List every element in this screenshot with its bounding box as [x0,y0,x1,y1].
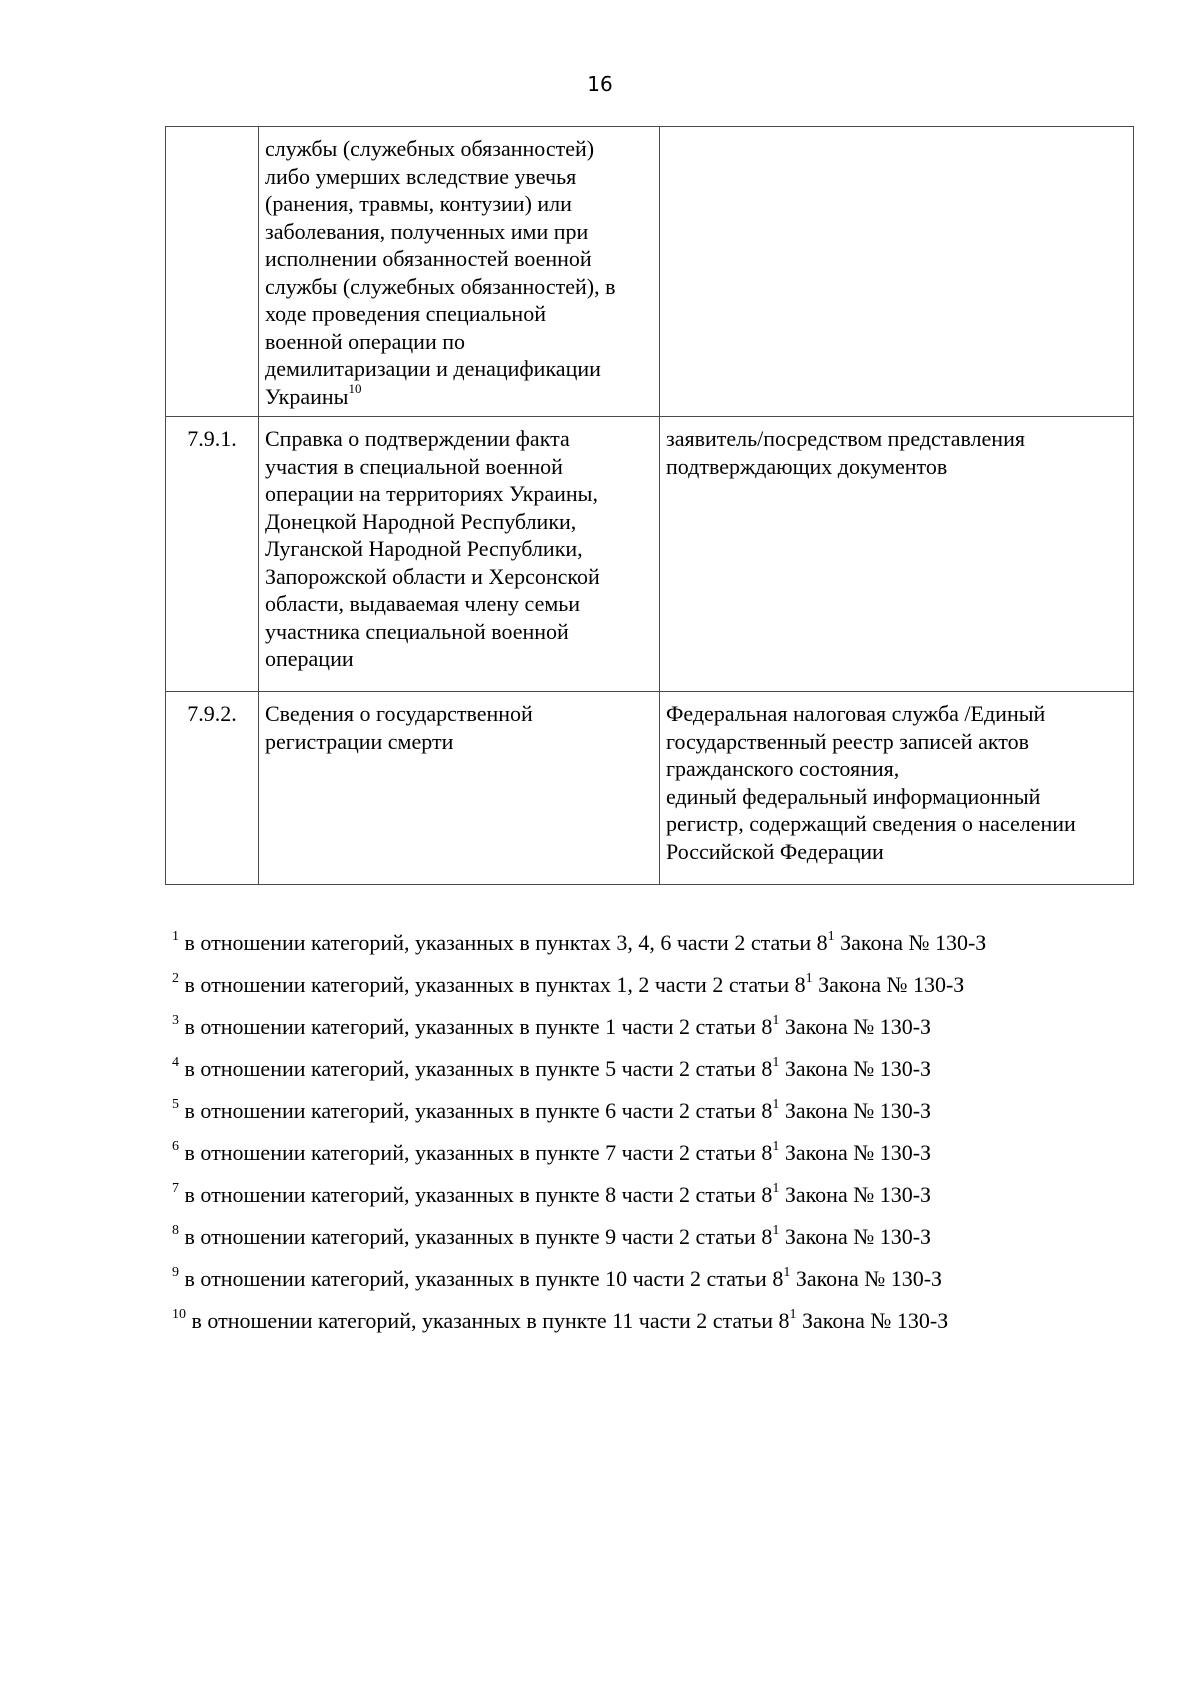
source-cell [660,127,1134,417]
document-text-line: службы (служебных обязанностей), в [265,273,616,299]
document-text-line: (ранения, травмы, контузии) или [265,191,572,216]
footnote-text: в отношении категорий, указанных в пункте 1 части 2 статьи 8 [184,1014,773,1039]
article-superscript: 1 [827,928,835,944]
footnote-text: в отношении категорий, указанных в пункте 10 части 2 статьи 8 [184,1266,784,1291]
document-text-line: либо умерших вследствие увечья [265,163,577,189]
footnote-text: в отношении категорий, указанных в пункте 9 части 2 статьи 8 [184,1224,773,1249]
footnote-text: в отношении категорий, указанных в пункте 5 части 2 статьи 8 [184,1056,773,1081]
footnote-law: Закона № 130-З [796,1308,949,1333]
footnote-law: Закона № 130-З [779,1098,932,1123]
footnote-mark: 9 [172,1264,179,1280]
document-text-last: Украины [265,383,349,409]
document-text-line: службы (служебных обязанностей) [265,136,595,161]
source-text-line: гражданского состояния, [666,756,900,781]
footnotes [172,922,1132,1342]
source-text-line: подтверждающих документов [666,453,948,479]
footnote [172,1174,1132,1216]
documents-table [165,126,1134,885]
article-superscript: 1 [805,970,813,986]
footnote-law: Закона № 130-З [779,1056,932,1081]
footnote [172,1132,1132,1174]
document-text-line: военной операции по [265,328,465,354]
footnote-text: в отношении категорий, указанных в пунктах 3, 4, 6 части 2 статьи 8 [184,930,828,955]
footnote-law: Закона № 130-З [834,930,987,955]
footnote-mark: 5 [172,1096,179,1112]
article-superscript: 1 [772,1096,780,1112]
document-text-line: области, выдаваемая члену семьи [265,591,581,616]
article-superscript: 1 [772,1054,780,1070]
document-text-line: операции на территориях Украины, [265,481,598,506]
footnote-mark: 10 [172,1306,186,1322]
row-number-cell [166,127,259,417]
footnote-law: Закона № 130-З [779,1224,932,1249]
source-text-line: единый федеральный информационный [666,783,1041,809]
footnote-text: в отношении категорий, указанных в пункте 7 части 2 статьи 8 [184,1140,773,1165]
footnote-reference: 10 [348,381,362,397]
source-cell [660,417,1134,692]
article-superscript: 1 [783,1264,791,1280]
row-number-cell: 7.9.2. [166,692,259,885]
footnote [172,1090,1132,1132]
document-text-line: ходе проведения специальной [265,301,546,326]
document-cell [259,127,660,417]
footnote-mark: 7 [172,1180,179,1196]
footnote [172,1216,1132,1258]
document-text-line: Донецкой Народной Республики, [265,508,577,534]
footnote [172,1300,1132,1342]
article-superscript: 1 [772,1012,780,1028]
footnote [172,1048,1132,1090]
document-text-line: демилитаризации и денацификации [265,356,601,381]
document-cell [259,692,660,885]
footnote-mark: 4 [172,1054,179,1070]
document-text-line: Сведения о государственной [265,701,533,726]
source-text-line: заявитель/посредством представления [666,426,1025,451]
footnote-mark: 3 [172,1012,179,1028]
document-text-line: Справка о подтверждении факта [265,426,570,451]
document-text-line: Запорожской области и Херсонской [265,563,600,589]
footnote-law: Закона № 130-З [812,972,965,997]
article-superscript: 1 [772,1222,780,1238]
document-text-line: участия в специальной военной [265,453,563,479]
footnote [172,922,1132,964]
footnote-text: в отношении категорий, указанных в пункте 11 части 2 статьи 8 [191,1308,790,1333]
document-text-line: Луганской Народной Республики, [265,536,583,561]
document-text-line [265,383,653,411]
footnote-law: Закона № 130-З [779,1014,932,1039]
footnote [172,1258,1132,1300]
source-text-line: Федеральная налоговая служба /Единый [666,701,1046,726]
article-superscript: 1 [789,1306,797,1322]
source-cell [660,692,1134,885]
footnote-text: в отношении категорий, указанных в пунктах 1, 2 части 2 статьи 8 [184,972,806,997]
footnote [172,1006,1132,1048]
row-number-cell: 7.9.1. [166,417,259,692]
document-text-line: участника специальной военной [265,618,569,644]
source-text-line: регистр, содержащий сведения о населении [666,811,1076,836]
article-superscript: 1 [772,1138,780,1154]
footnote-mark: 1 [172,928,179,944]
footnote-text: в отношении категорий, указанных в пункте 6 части 2 статьи 8 [184,1098,773,1123]
footnote-text: в отношении категорий, указанных в пункте 8 части 2 статьи 8 [184,1182,773,1207]
footnote [172,964,1132,1006]
table-row [166,127,1134,417]
documents-table-body [166,127,1134,885]
document-cell [259,417,660,692]
footnote-law: Закона № 130-З [790,1266,943,1291]
page-number: 16 [587,72,613,96]
footnote-law: Закона № 130-З [779,1140,932,1165]
footnote-mark: 6 [172,1138,179,1154]
document-text-line: регистрации смерти [265,728,454,754]
article-superscript: 1 [772,1180,780,1196]
footnote-law: Закона № 130-З [779,1182,932,1207]
source-text-line: Российской Федерации [666,838,884,864]
table-row [166,692,1134,885]
document-text-line: операции [265,646,354,671]
table-row [166,417,1134,692]
source-text-line: государственный реестр записей актов [666,728,1029,754]
document-text-line: заболевания, полученных ими при [265,218,589,244]
footnote-mark: 8 [172,1222,179,1238]
document-text-line: исполнении обязанностей военной [265,246,592,271]
footnote-mark: 2 [172,970,179,986]
